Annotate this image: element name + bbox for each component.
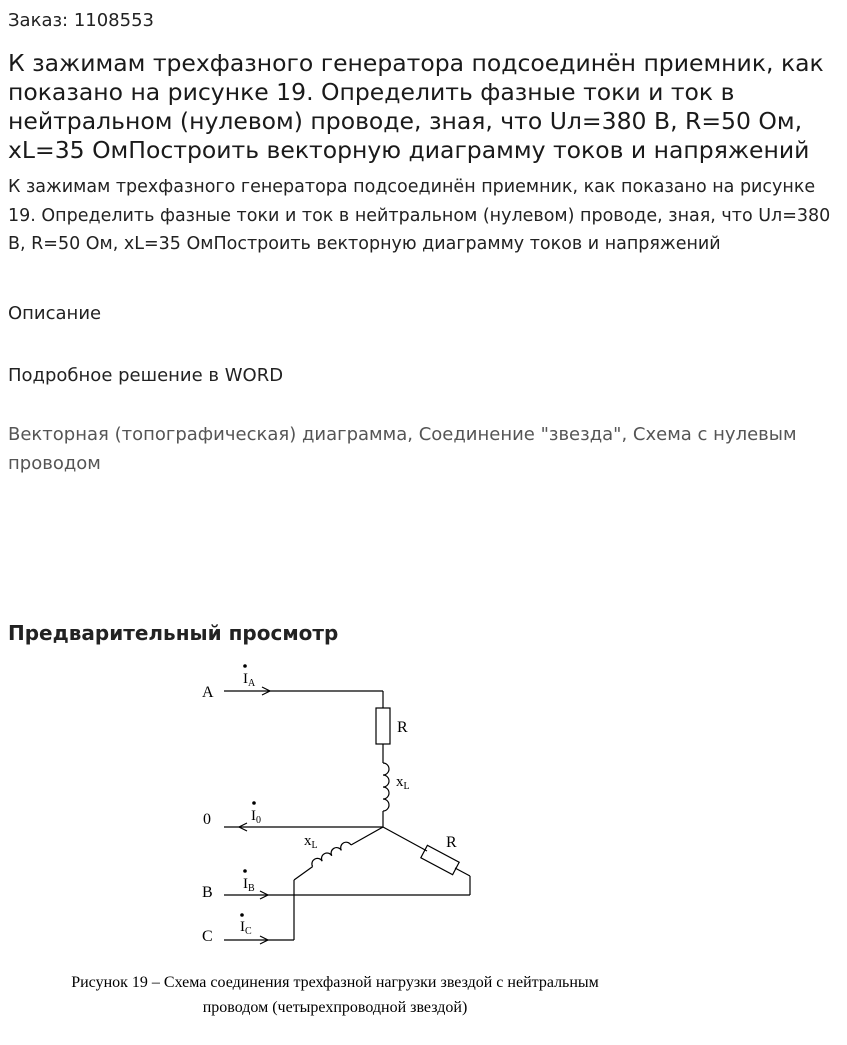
tag-list (8, 420, 843, 478)
order-number: Заказ: 1108553 (8, 10, 154, 31)
label-line-b: B (202, 884, 213, 901)
solution-format-text: Подробное решение в WORD (8, 365, 284, 386)
task-description: К зажимам трехфазного генератора подсоединён приемник, как показано на рисунке 19. Определить фазные токи и ток в нейтральном (нулевом) проводе, зная, что Uл=380 В, R=50 Ом, xL=35 ОмПостроить векторную диаграмму токов и напряжений (8, 177, 831, 254)
resistor-a-label: R (397, 719, 408, 736)
inductor-b (312, 842, 351, 866)
tag-star-connection[interactable]: Соединение "звезда" (418, 424, 622, 445)
resistor-a (376, 708, 390, 744)
figure-caption-line2: проводом (четырехпроводной звездой) (202, 999, 468, 1016)
tag-separator: , (407, 424, 419, 445)
inductor-b-label: $x_L$ (304, 833, 318, 851)
current-label-b: $I_B$ (243, 876, 255, 894)
label-line-zero: 0 (203, 811, 211, 828)
label-line-a: A (202, 684, 214, 701)
tag-vector-diagram[interactable]: Векторная (топографическая) диаграмма (8, 424, 408, 445)
inductor-a (383, 763, 389, 811)
current-label-c: $I_C$ (240, 919, 252, 937)
inductor-a-label: $x_L$ (396, 774, 410, 792)
resistor-c-label: R (446, 834, 457, 851)
figure-caption-line1: Рисунок 19 – Схема соединения трехфазной нагрузки звездой с нейтральным (71, 974, 599, 991)
current-label-zero: $I_0$ (251, 808, 261, 826)
tag-neutral-wire-scheme[interactable]: Схема с нулевым проводом (8, 424, 797, 474)
preview-heading: Предварительный просмотр (8, 621, 339, 645)
description-section-label: Описание (8, 303, 102, 324)
page-title: К зажимам трехфазного генератора подсоединён приемник, как показано на рисунке 19. Определить фазные токи и ток в нейтральном (нулевом) проводе, зная, что Uл=380 В, R=50 Ом, xL=35 ОмПостроить векторную диаграмму токов и напряжений (8, 49, 824, 164)
label-line-c: C (202, 928, 213, 945)
current-label-a: $I_A$ (243, 671, 256, 689)
tag-separator: , (621, 424, 633, 445)
